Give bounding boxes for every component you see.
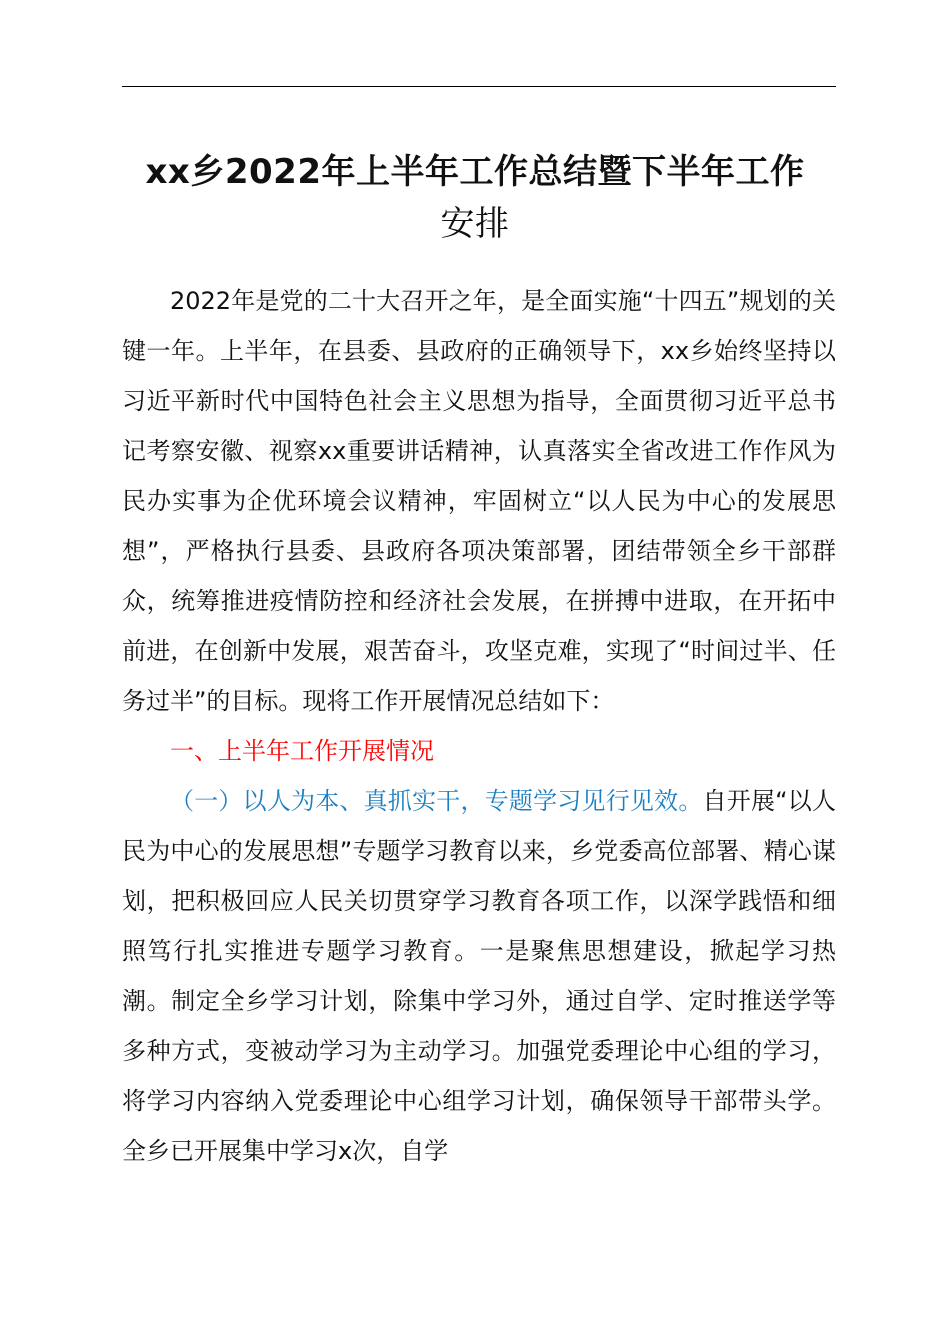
title-line-2: 安排 <box>440 204 510 244</box>
subsection-heading: （一）以人为本、真抓实干，专题学习见行见效。 <box>170 787 703 815</box>
subsection-paragraph <box>122 776 836 1176</box>
section-heading: 一、上半年工作开展情况 <box>170 737 434 765</box>
document-body <box>122 276 836 1176</box>
header-rule <box>122 86 836 87</box>
document-title <box>100 146 850 250</box>
subsection-body: 自开展“以人民为中心的发展思想”专题学习教育以来，乡党委高位部署、精心谋划，把积极回应人民关切贯穿学习教育各项工作，以深学践悟和细照笃行扎实推进专题学习教育。一是聚焦思想建设，掀起学习热潮。制定全乡学习计划，除集中学习外，通过自学、定时推送学等多种方式，变被动学习为主动学习。加强党委理论中心组的学习，将学习内容纳入党委理论中心组学习计划，确保领导干部带头学。全乡已开展集中学习x次，自学 <box>122 787 836 1165</box>
title-line-1: xx乡2022年上半年工作总结暨下半年工作 <box>145 152 805 192</box>
intro-paragraph: 2022年是党的二十大召开之年，是全面实施“十四五”规划的关键一年。上半年，在县委、县政府的正确领导下，xx乡始终坚持以习近平新时代中国特色社会主义思想为指导，全面贯彻习近平总书记考察安徽、视察xx重要讲话精神，认真落实全省改进工作作风为民办实事为企优环境会议精神，牢固树立“以人民为中心的发展思想”，严格执行县委、县政府各项决策部署，团结带领全乡干部群众，统筹推进疫情防控和经济社会发展，在拼搏中进取，在开拓中前进，在创新中发展，艰苦奋斗，攻坚克难，实现了“时间过半、任务过半”的目标。现将工作开展情况总结如下： <box>122 287 836 715</box>
